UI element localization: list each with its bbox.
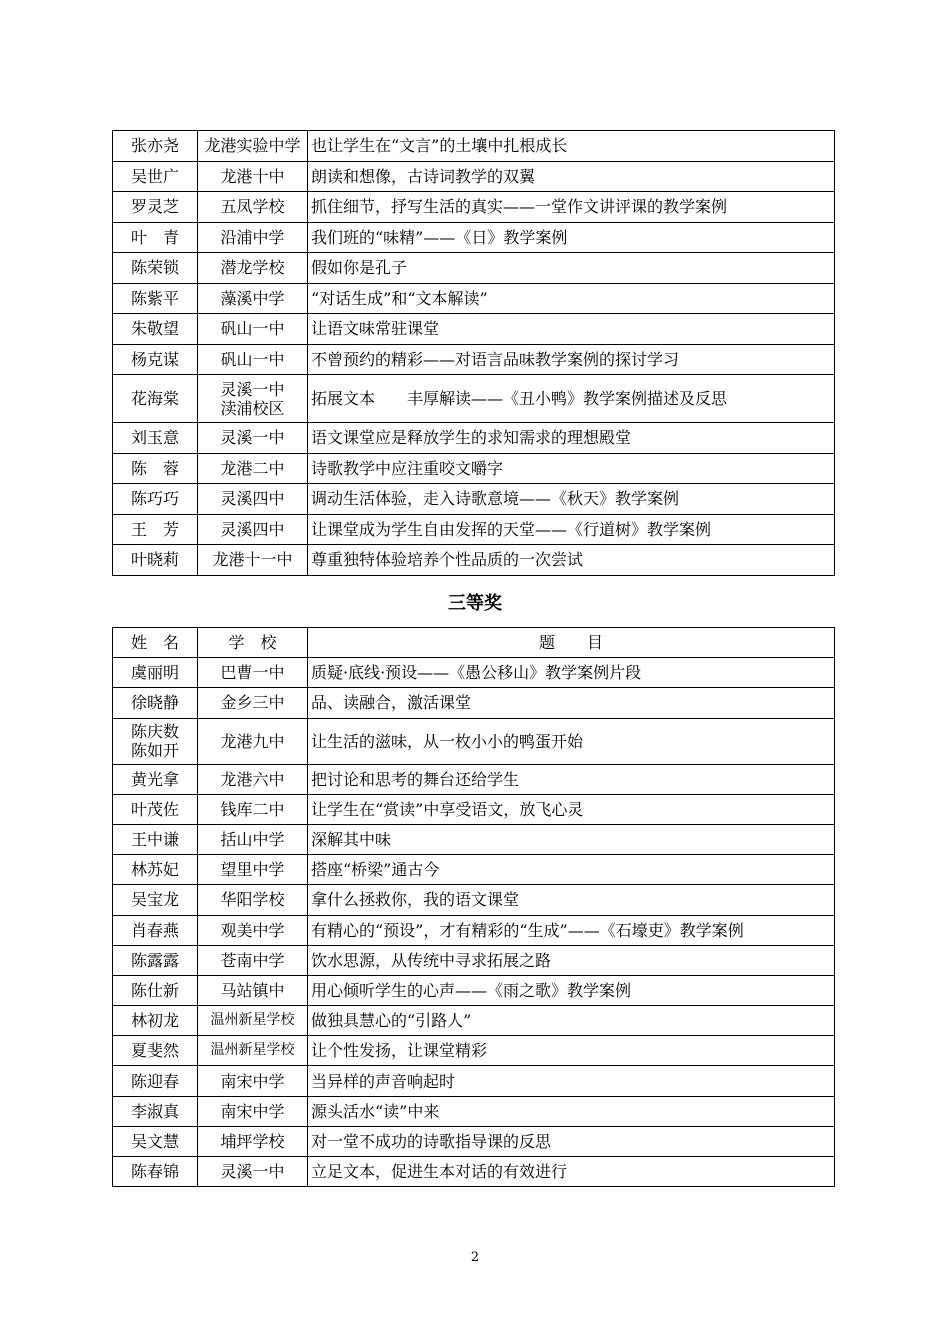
name-cell: 黄光拿: [113, 764, 198, 794]
school-cell: 望里中学: [198, 855, 308, 885]
section-heading: 三等奖: [448, 593, 502, 614]
school-cell: 苍南中学: [198, 945, 308, 975]
table-row: [113, 423, 835, 454]
title-cell: “对话生成”和“文本解读”: [308, 283, 835, 314]
table-row: [113, 484, 835, 515]
title-cell: 让生活的滋味，从一枚小小的鸭蛋开始: [308, 718, 835, 764]
table-row: [113, 1066, 835, 1096]
title-cell: 也让学生在“文言”的土壤中扎根成长: [308, 131, 835, 162]
school-cell: 矾山一中: [198, 344, 308, 375]
page-number: 2: [470, 1250, 480, 1265]
name-cell: 王中谦: [113, 824, 198, 854]
title-cell: 朗读和想像，古诗词教学的双翼: [308, 161, 835, 192]
third-prize-table: [112, 627, 835, 1187]
name-cell: 罗灵芝: [113, 192, 198, 223]
name-cell: 朱敬望: [113, 314, 198, 345]
name-cell: 肖春燕: [113, 915, 198, 945]
school-cell: 括山中学: [198, 824, 308, 854]
name-cell: 李淑真: [113, 1096, 198, 1126]
school-cell: 马站镇中: [198, 975, 308, 1005]
table-row: [113, 222, 835, 253]
name-cell: 张亦尧: [113, 131, 198, 162]
name-cell: 虞丽明: [113, 658, 198, 688]
name-cell: 叶 青: [113, 222, 198, 253]
name-cell: 陈迎春: [113, 1066, 198, 1096]
school-line-1: 灵溪一中: [220, 379, 285, 399]
table-row: [113, 1006, 835, 1036]
school-line-2: 渎浦校区: [220, 398, 285, 418]
name-cell: 林苏妃: [113, 855, 198, 885]
title-cell: 让语文味常驻课堂: [308, 314, 835, 345]
table-row: [113, 794, 835, 824]
name-cell: 陈春锦: [113, 1157, 198, 1187]
title-cell: 尊重独特体验培养个性品质的一次尝试: [308, 545, 835, 576]
school-cell: 沿浦中学: [198, 222, 308, 253]
table-header-row: [113, 628, 835, 658]
school-cell: 灵溪一中: [198, 1157, 308, 1187]
table-row: [113, 718, 835, 764]
name-cell: 吴世广: [113, 161, 198, 192]
title-cell: 让个性发扬，让课堂精彩: [308, 1036, 835, 1066]
school-cell: 华阳学校: [198, 885, 308, 915]
title-cell: 品、读融合，激活课堂: [308, 688, 835, 718]
name-cell: 夏斐然: [113, 1036, 198, 1066]
title-cell: 搭座“桥梁”通古今: [308, 855, 835, 885]
school-cell: 灵溪一中: [198, 423, 308, 454]
title-cell: 当异样的声音响起时: [308, 1066, 835, 1096]
school-cell: 金乡三中: [198, 688, 308, 718]
title-cell: 让课堂成为学生自由发挥的天堂——《行道树》教学案例: [308, 514, 835, 545]
table-row: [113, 453, 835, 484]
name-cell: 陈露露: [113, 945, 198, 975]
school-cell: 潜龙学校: [198, 253, 308, 284]
table-row: [113, 1126, 835, 1156]
table-row: [113, 658, 835, 688]
school-cell: 南宋中学: [198, 1096, 308, 1126]
table-row: [113, 253, 835, 284]
school-cell: 巴曹一中: [198, 658, 308, 688]
table-row: [113, 688, 835, 718]
table-row: [113, 545, 835, 576]
name-line-1: 陈庆数: [130, 722, 179, 742]
name-cell: 刘玉意: [113, 423, 198, 454]
school-cell: 龙港十一中: [198, 545, 308, 576]
table-row: [113, 192, 835, 223]
school-cell: 五凤学校: [198, 192, 308, 223]
name-cell: [113, 718, 198, 764]
table-row: [113, 975, 835, 1005]
school-cell: 矾山一中: [198, 314, 308, 345]
school-cell: 温州新星学校: [198, 1006, 308, 1036]
title-cell: 把讨论和思考的舞台还给学生: [308, 764, 835, 794]
school-cell: 温州新星学校: [198, 1036, 308, 1066]
table-row: [113, 764, 835, 794]
school-cell: 南宋中学: [198, 1066, 308, 1096]
school-cell: 观美中学: [198, 915, 308, 945]
table-row: [113, 1096, 835, 1126]
table-row: [113, 161, 835, 192]
table-row: [113, 314, 835, 345]
title-cell: 立足文本，促进生本对话的有效进行: [308, 1157, 835, 1187]
name-cell: 杨克谋: [113, 344, 198, 375]
school-cell: 龙港实验中学: [198, 131, 308, 162]
name-cell: 吴文慧: [113, 1126, 198, 1156]
table-row: [113, 824, 835, 854]
name-cell: 叶晓莉: [113, 545, 198, 576]
title-cell: 不曾预约的精彩——对语言品味教学案例的探讨学习: [308, 344, 835, 375]
title-cell: 源头活水“读”中来: [308, 1096, 835, 1126]
award-table-top: [112, 130, 835, 576]
table-row: [113, 283, 835, 314]
title-cell: 诗歌教学中应注重咬文嚼字: [308, 453, 835, 484]
name-cell: 徐晓静: [113, 688, 198, 718]
school-cell: 钱库二中: [198, 794, 308, 824]
name-cell: 陈巧巧: [113, 484, 198, 515]
name-line-2: 陈如开: [130, 741, 179, 761]
title-cell: 做独具慧心的“引路人”: [308, 1006, 835, 1036]
name-cell: 林初龙: [113, 1006, 198, 1036]
header-title: 题 目: [308, 628, 835, 658]
name-cell: 吴宝龙: [113, 885, 198, 915]
title-cell: 我们班的“味精”——《日》教学案例: [308, 222, 835, 253]
school-cell: 藻溪中学: [198, 283, 308, 314]
table-row: [113, 1036, 835, 1066]
table-row: [113, 915, 835, 945]
name-cell: 叶茂佐: [113, 794, 198, 824]
title-cell: 语文课堂应是释放学生的求知需求的理想殿堂: [308, 423, 835, 454]
header-name: 姓 名: [113, 628, 198, 658]
title-cell: 对一堂不成功的诗歌指导课的反思: [308, 1126, 835, 1156]
school-cell: 龙港十中: [198, 161, 308, 192]
name-cell: 陈荣锁: [113, 253, 198, 284]
table-row: [113, 344, 835, 375]
name-cell: 王 芳: [113, 514, 198, 545]
header-school: 学 校: [198, 628, 308, 658]
school-cell: 埔坪学校: [198, 1126, 308, 1156]
table-row: [113, 855, 835, 885]
table-row: [113, 131, 835, 162]
title-cell: 深解其中味: [308, 824, 835, 854]
table-row: [113, 945, 835, 975]
title-cell: 用心倾听学生的心声——《雨之歌》教学案例: [308, 975, 835, 1005]
table-row: [113, 1157, 835, 1187]
table-row: [113, 375, 835, 423]
school-cell: 灵溪四中: [198, 484, 308, 515]
table-row: [113, 514, 835, 545]
title-cell: 假如你是孔子: [308, 253, 835, 284]
title-cell: 拿什么拯救你，我的语文课堂: [308, 885, 835, 915]
school-cell: 龙港二中: [198, 453, 308, 484]
school-cell: 灵溪四中: [198, 514, 308, 545]
title-cell: 让学生在“赏读”中享受语文，放飞心灵: [308, 794, 835, 824]
title-cell: 有精心的“预设”，才有精彩的“生成”——《石壕吏》教学案例: [308, 915, 835, 945]
school-cell: [198, 375, 308, 423]
table-row: [113, 885, 835, 915]
title-cell: 调动生活体验，走入诗歌意境——《秋天》教学案例: [308, 484, 835, 515]
school-cell: 龙港六中: [198, 764, 308, 794]
name-cell: 陈紫平: [113, 283, 198, 314]
school-cell: 龙港九中: [198, 718, 308, 764]
name-cell: 花海棠: [113, 375, 198, 423]
title-cell: 拓展文本 丰厚解读——《丑小鸭》教学案例描述及反思: [308, 375, 835, 423]
title-cell: 抓住细节，抒写生活的真实——一堂作文讲评课的教学案例: [308, 192, 835, 223]
title-cell: 饮水思源，从传统中寻求拓展之路: [308, 945, 835, 975]
name-cell: 陈仕新: [113, 975, 198, 1005]
name-cell: 陈 蓉: [113, 453, 198, 484]
title-cell: 质疑·底线·预设——《愚公移山》教学案例片段: [308, 658, 835, 688]
